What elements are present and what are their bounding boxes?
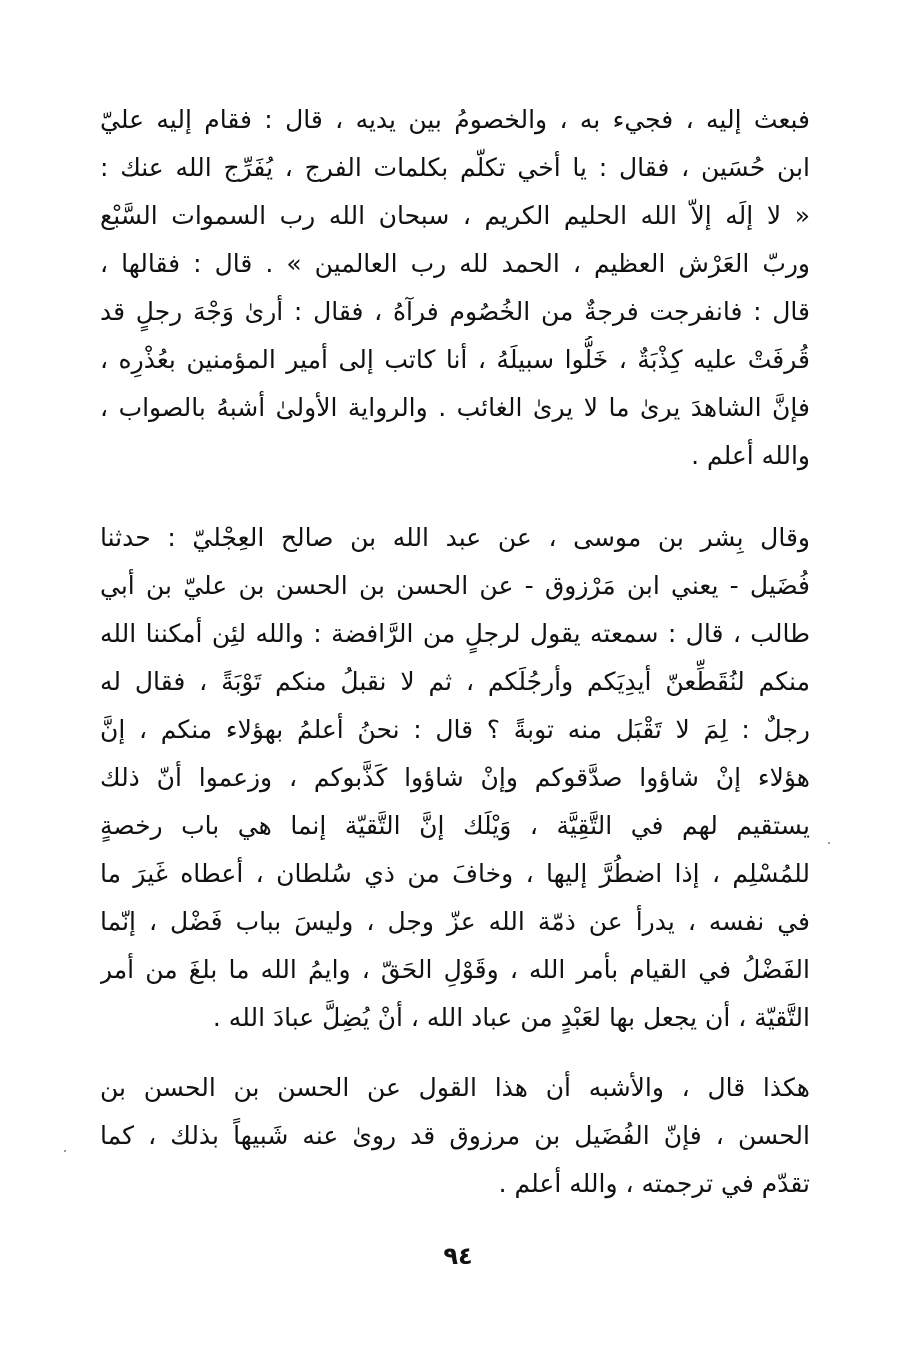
text-line: هؤلاء إنْ شاؤوا صدَّقوكم وإنْ شاؤوا كَذَّبوكم ، وزعموا أنّ ذلك bbox=[100, 763, 810, 792]
text-line: وقال بِشر بن موسى ، عن عبد الله بن صالح العِجْليّ : حدثنا bbox=[100, 523, 810, 552]
text-line: طالب ، قال : سمعته يقول لرجلٍ من الرَّافضة : والله لئِن أمكننا الله bbox=[100, 619, 810, 648]
text-line: قُرفَتْ عليه كِذْبَةٌ ، خَلُّوا سبيلَهُ ، أنا كاتب إلى أمير المؤمنين بعُذْرِه ، bbox=[100, 345, 810, 374]
text-line: فبعث إليه ، فجيء به ، والخصومُ بين يديه ، قال : فقام إليه عليّ bbox=[100, 105, 810, 134]
text-line: للمُسْلِم ، إذا اضطُرَّ إليها ، وخافَ من ذي سُلطان ، أعطاه غَيرَ ما bbox=[100, 859, 810, 888]
text-line: والله أعلم . bbox=[691, 441, 810, 470]
text-line: الفَضْلُ في القيام بأمر الله ، وقَوْلِ الحَقّ ، وايمُ الله ما بلغَ من أمر bbox=[100, 955, 810, 984]
page-number: ٩٤ bbox=[443, 1242, 473, 1270]
paragraph-1 bbox=[100, 96, 810, 480]
text-line: التَّقيّة ، أن يجعل بها لعَبْدٍ من عباد الله ، أنْ يُضِلَّ عبادَ الله . bbox=[212, 1003, 810, 1032]
text-line: منكم لنُقَطِّعنّ أيدِيَكم وأرجُلَكم ، ثم لا نقبلُ منكم تَوْبَةً ، فقال له bbox=[100, 667, 810, 696]
scan-speck bbox=[64, 1150, 66, 1152]
scan-speck bbox=[828, 842, 830, 844]
text-line: هكذا قال ، والأشبه أن هذا القول عن الحسن بن الحسن بن bbox=[100, 1073, 810, 1102]
text-line: الحسن ، فإنّ الفُضَيل بن مرزوق قد روىٰ عنه شَبيهاً بذلك ، كما bbox=[100, 1121, 810, 1150]
text-line: يستقيم لهم في التَّقِيَّة ، وَيْلَك إنَّ التَّقيّة إنما هي باب رخصةٍ bbox=[100, 811, 810, 840]
text-line: ابن حُسَين ، فقال : يا أخي تكلّم بكلمات الفرج ، يُفَرِّج الله عنك : bbox=[100, 153, 810, 182]
text-line: في نفسه ، يدرأ عن ذمّة الله عزّ وجل ، وليسَ بباب فَضْل ، إنّما bbox=[100, 907, 810, 936]
text-line: فإنَّ الشاهدَ يرىٰ ما لا يرىٰ الغائب . والرواية الأولىٰ أشبهُ بالصواب ، bbox=[100, 393, 810, 422]
text-line: وربّ العَرْش العظيم ، الحمد لله رب العالمين » . قال : فقالها ، bbox=[100, 249, 810, 278]
text-line: فُضَيل - يعني ابن مَرْزوق - عن الحسن بن الحسن بن عليّ بن أبي bbox=[100, 571, 810, 600]
text-line: قال : فانفرجت فرجةٌ من الخُصُوم فرآهُ ، فقال : أرىٰ وَجْهَ رجلٍ قد bbox=[100, 297, 810, 326]
paragraph-2 bbox=[100, 514, 810, 1042]
text-line: « لا إلَه إلاّ الله الحليم الكريم ، سبحان الله رب السموات السَّبْع bbox=[100, 201, 810, 230]
text-line: تقدّم في ترجمته ، والله أعلم . bbox=[498, 1169, 810, 1198]
text-line: رجلٌ : لِمَ لا تَقْبَل منه توبةً ؟ قال : نحنُ أعلمُ بهؤلاء منكم ، إنَّ bbox=[100, 715, 810, 744]
paragraph-3 bbox=[100, 1064, 810, 1208]
